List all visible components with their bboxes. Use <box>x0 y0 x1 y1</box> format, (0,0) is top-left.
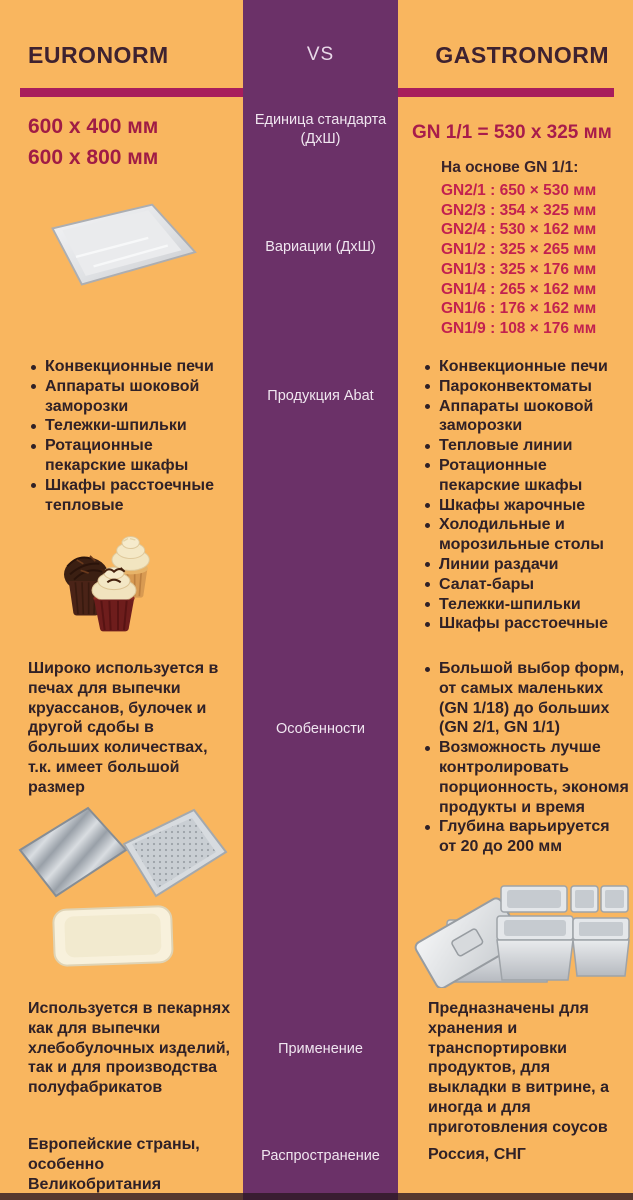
list-item: Глубина варьируется от 20 до 200 мм <box>422 817 630 857</box>
gastronorm-base-size: GN 1/1 = 530 х 325 мм <box>412 122 612 143</box>
row-label-distribution: Распространение <box>261 1148 380 1164</box>
divider-left <box>20 88 243 97</box>
row-label-products: Продукция Abat <box>267 388 374 404</box>
gastronorm-products-list <box>422 357 628 634</box>
gastronorm-features-list <box>422 659 630 857</box>
euronorm-products-list <box>28 357 230 515</box>
gn-variation: GN2/1 : 650 × 530 мм <box>441 182 597 199</box>
euronorm-distribution-text: Европейские страны, особенно Великобритания <box>28 1136 200 1193</box>
list-item: Большой выбор форм, от самых маленьких (GN 1/18) до больших (GN 2/1, GN 1/1) <box>422 659 630 738</box>
gastronorm-application-text: Предназначены для хранения и транспортировки продуктов, для выкладки в витрине, а иногда и для приготовления соусов <box>428 1000 609 1136</box>
row-label-application: Применение <box>278 1041 363 1057</box>
list-item: Возможность лучше контролировать порционность, экономя продукты и время <box>422 738 630 817</box>
gn-variation: GN1/9 : 108 × 176 мм <box>441 319 597 337</box>
euronorm-size-2: 600 х 800 мм <box>28 146 159 169</box>
euronorm-application-text: Используется в пекарнях как для выпечки хлебобулочных изделий, так и для производства полуфабрикатов <box>28 1000 231 1097</box>
gn-variations-intro: На основе GN 1/1: <box>441 159 579 176</box>
euronorm-features-text: Широко используется в печах для выпечки круассанов, булочек и другой сдобы в больших количествах, т.к. имеет большой размер <box>28 660 219 796</box>
list-item: Шкафы расстоечные тепловые <box>28 476 230 516</box>
list-item: Конвекционные печи <box>28 357 230 377</box>
row-label-variations: Вариации (ДхШ) <box>265 239 376 255</box>
list-item: Шкафы расстоечные <box>422 614 628 634</box>
gn-variations-list <box>441 181 631 339</box>
gastronorm-title: GASTRONORM <box>435 42 609 68</box>
list-item: Тележки-шпильки <box>422 595 628 615</box>
gn-variation: GN1/3 : 325 × 176 мм <box>441 260 597 278</box>
list-item: Ротационные пекарские шкафы <box>422 456 628 496</box>
list-item: Ротационные пекарские шкафы <box>28 436 230 476</box>
image-bottom-edge <box>0 1193 633 1200</box>
list-item: Шкафы жарочные <box>422 496 628 516</box>
list-item: Тепловые линии <box>422 436 628 456</box>
list-item: Тележки-шпильки <box>28 416 230 436</box>
gn-variation: GN1/2 : 325 × 265 мм <box>441 241 597 259</box>
center-column <box>243 0 398 1200</box>
list-item: Аппараты шоковой заморозки <box>422 397 628 437</box>
list-item: Пароконвектоматы <box>422 377 628 397</box>
gn-variation: GN2/3 : 354 × 325 мм <box>441 201 597 219</box>
row-label-standard-unit <box>243 111 398 149</box>
vs-label: VS <box>306 44 335 65</box>
euronorm-size-1: 600 х 400 мм <box>28 115 159 138</box>
bakery-trays-image <box>8 800 233 972</box>
divider-right <box>398 88 614 97</box>
cupcakes-image <box>58 528 158 634</box>
list-item: Аппараты шоковой заморозки <box>28 377 230 417</box>
gn-variation: GN1/6 : 176 × 162 мм <box>441 300 597 318</box>
list-item: Холодильные и морозильные столы <box>422 515 628 555</box>
gastronorm-containers-image <box>405 860 630 988</box>
gn-variation: GN1/4 : 265 × 162 мм <box>441 280 597 298</box>
gastronorm-distribution-text: Россия, СНГ <box>428 1146 526 1163</box>
list-item: Конвекционные печи <box>422 357 628 377</box>
row-label-line2: (ДхШ) <box>300 131 341 147</box>
euronorm-title: EURONORM <box>28 42 169 68</box>
euronorm-sizes <box>28 111 238 173</box>
row-label-features: Особенности <box>275 721 366 737</box>
list-item: Линии раздачи <box>422 555 628 575</box>
gn-variation: GN2/4 : 530 × 162 мм <box>441 221 597 239</box>
list-item: Салат-бары <box>422 575 628 595</box>
row-label-line1: Единица стандарта <box>254 112 387 128</box>
sheet-pan-image <box>33 198 201 293</box>
